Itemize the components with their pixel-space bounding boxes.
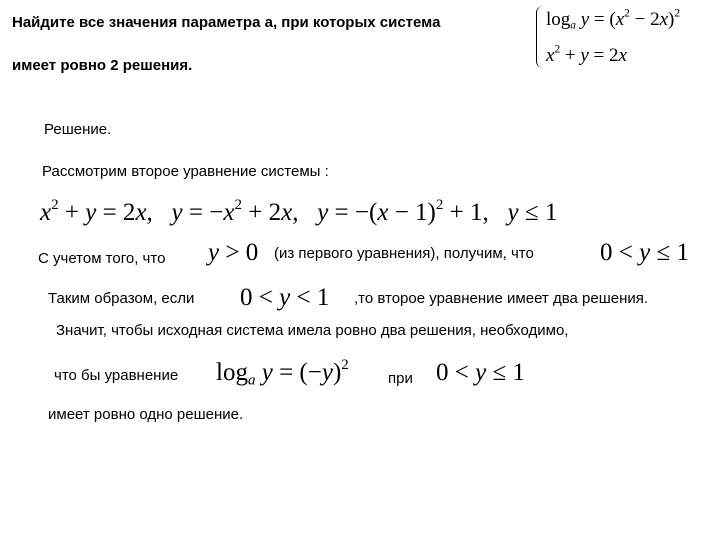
problem-line-2: имеет ровно 2 решения.	[12, 57, 193, 74]
step-2-text-a: С учетом того, что	[38, 250, 166, 267]
step-2-text-b: (из первого уравнения), получим, что	[274, 245, 534, 262]
step-3-math-a: 0 < y < 1	[240, 284, 330, 311]
step-4-text: Значит, чтобы исходная система имела ровно два решения, необходимо,	[56, 322, 569, 339]
step-1-text: Рассмотрим второе уравнение системы :	[42, 163, 329, 180]
system-equation-2: $x^2 + y = 2x$	[546, 43, 627, 66]
step-2-math-b: 0 < y ≤ 1	[600, 239, 689, 266]
solution-heading: Решение.	[44, 121, 112, 138]
step-5-math-a: $\log_a y = (-y)^2$	[216, 356, 349, 389]
step-5-text-b: при	[388, 370, 413, 387]
system-equation-1: $\log_a y = (x^2 - 2x)^2$	[546, 7, 681, 32]
step-5-text-c: имеет ровно одно решение.	[48, 406, 244, 423]
system-brace	[536, 6, 543, 68]
step-3-text-a: Таким образом, если	[48, 290, 195, 307]
step-1-equations: $x^2 + y = 2x$, $y = -x^2 + 2x$, $y = -(x - 1)^2 + 1$, y ≤ 1	[40, 196, 558, 226]
problem-line-1: Найдите все значения параметра a, при которых система	[12, 14, 441, 31]
step-3-text-b: ,то второе уравнение имеет два решения.	[354, 290, 649, 307]
step-2-math-a: y > 0	[208, 239, 259, 266]
step-5-math-b: 0 < y ≤ 1	[436, 359, 525, 386]
step-5-text-a: что бы уравнение	[54, 367, 179, 384]
